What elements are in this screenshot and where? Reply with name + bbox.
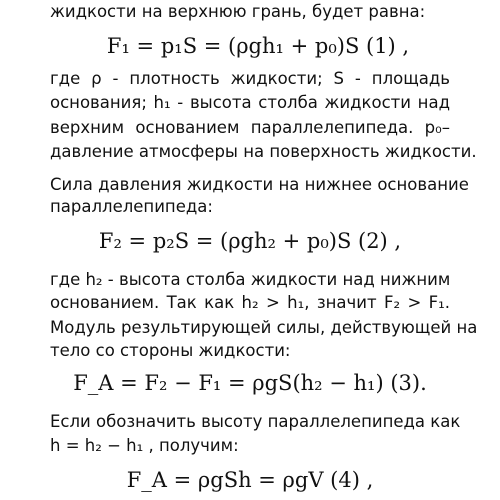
text-line: давление атмосферы на поверхность жидкости. bbox=[50, 142, 477, 161]
text-line: параллелепипеда: bbox=[50, 197, 213, 216]
text-line: где ρ - плотность жидкости; S - площадь bbox=[50, 69, 450, 88]
text-line: Модуль результирующей силы, действующей на bbox=[50, 318, 478, 337]
text-line: жидкости на верхнюю грань, будет равна: bbox=[50, 2, 426, 21]
text-line: Сила давления жидкости на нижнее основание bbox=[50, 175, 469, 194]
text-line: основанием. Так как h₂ > h₁, значит F₂ > F₁. bbox=[50, 293, 450, 312]
text-line: Если обозначить высоту параллелепипеда как bbox=[50, 412, 461, 431]
text-line: где h₂ - высота столба жидкости над нижним bbox=[50, 270, 451, 289]
text-line: h = h₂ − h₁ , получим: bbox=[50, 436, 239, 455]
formula-1: F₁ = p₁S = (ρgh₁ + p₀)S (1) , bbox=[106, 34, 410, 58]
formula-2: F₂ = p₂S = (ρgh₂ + p₀)S (2) , bbox=[98, 229, 402, 253]
text-line: тело со стороны жидкости: bbox=[50, 341, 291, 360]
text-line: основания; h₁ - высота столба жидкости над bbox=[50, 93, 450, 112]
formula-4: F_A = ρgSh = ρgV (4) , bbox=[126, 468, 374, 492]
text-line: верхним основанием параллелепипеда. p₀– bbox=[50, 118, 450, 137]
formula-3: F_A = F₂ − F₁ = ρgS(h₂ − h₁) (3). bbox=[73, 371, 427, 395]
